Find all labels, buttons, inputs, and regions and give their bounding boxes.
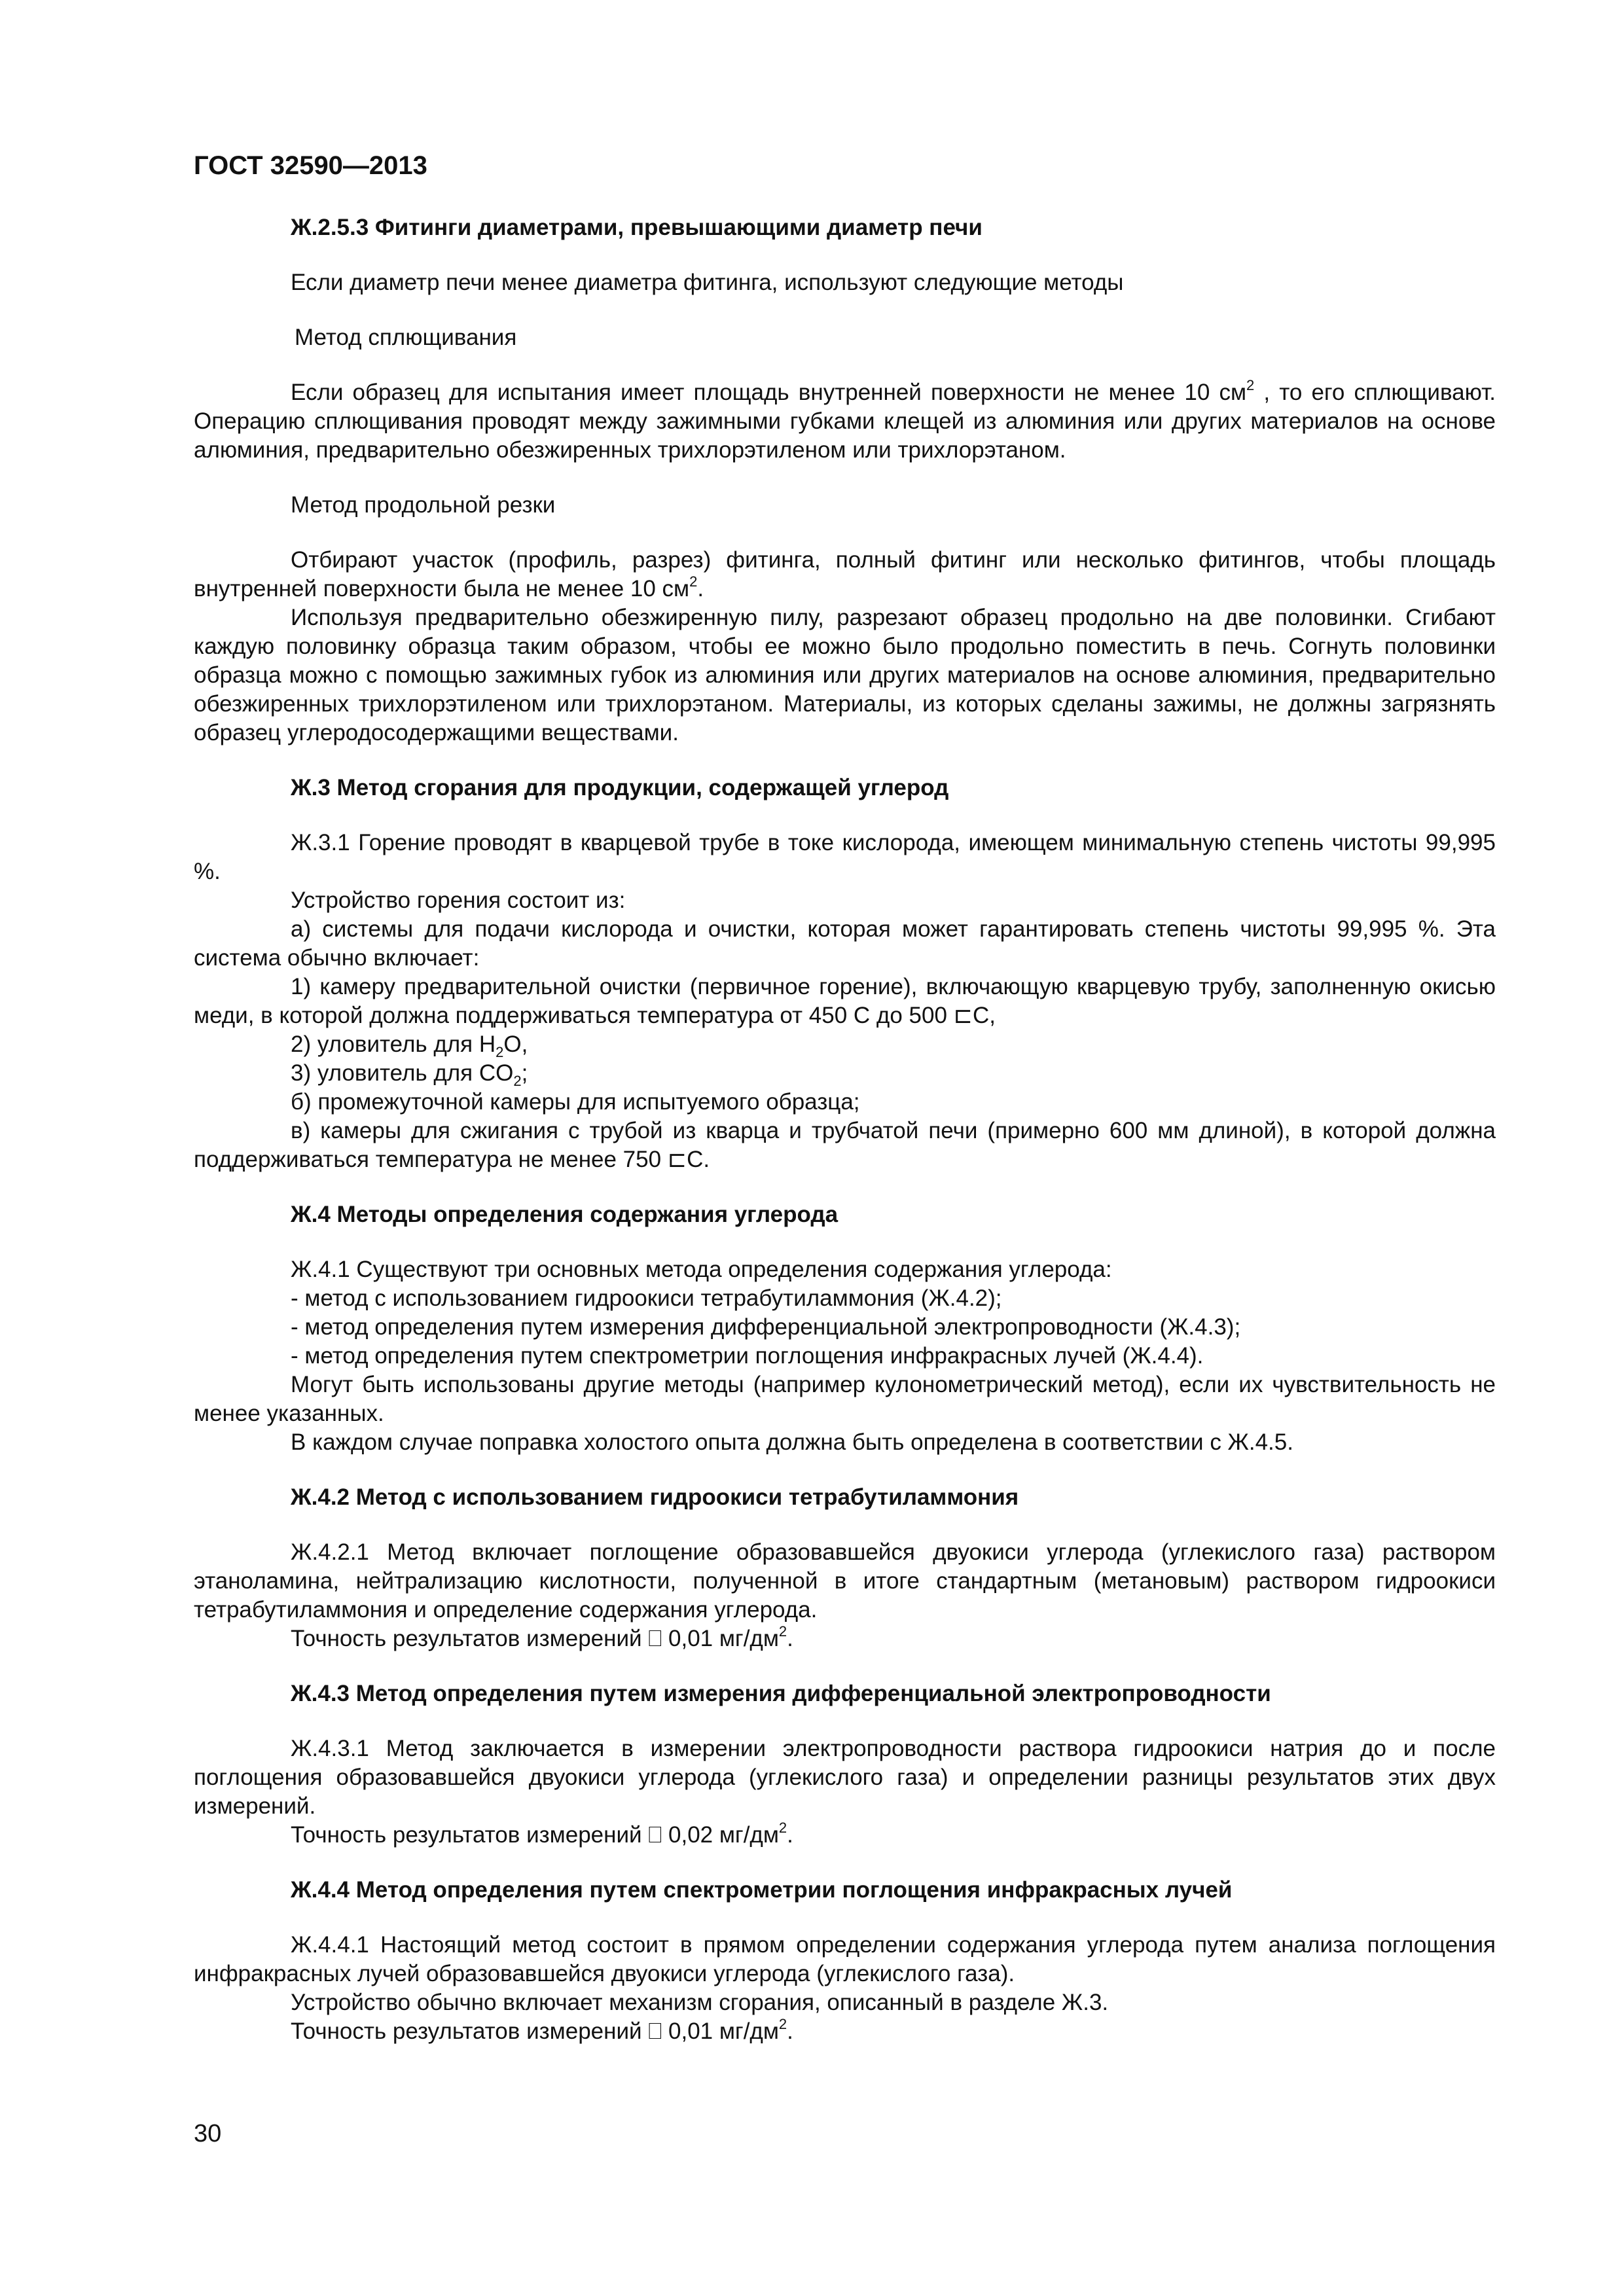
paragraph: Устройство обычно включает механизм сгорания, описанный в разделе Ж.3. (291, 1990, 1109, 2015)
standard-header: ГОСТ 32590—2013 (194, 151, 427, 180)
list-item: 3) уловитель для $CO_2$; (291, 1060, 528, 1089)
paragraph: Могут быть использованы другие методы (например кулонометрический метод), если их чувствительность не менее указанных. (194, 1372, 1496, 1426)
paragraph: Если образец для испытания имеет площадь внутренней поверхности не менее 10 $см^2$ , то его сплющивают. Операцию сплющивания проводят между зажимными губками клещей из алюминия или других материалов на основе алюминия, предварительно обезжиренных трихлорэтиленом или трихлорэтаном. (194, 377, 1496, 463)
section-heading-zh-3: Ж.3 Метод сгорания для продукции, содержащей углерод (291, 775, 949, 800)
paragraph: Используя предварительно обезжиренную пилу, разрезают образец продольно на две половинки. Сгибают каждую половинку образца таким образом, чтобы ее можно было продольно поместить в печь. Согнуть половинки образца можно с помощью зажимных губок из алюминия или других материалов на основе алюминия, предварительно обезжиренных трихлорэтиленом или трихлорэтаном. Материалы, из которых сделаны зажимы, не должны загрязнять образец углеродосодержащими веществами. (194, 605, 1496, 745)
list-item: а) системы для подачи кислорода и очистки, которая может гарантировать степень чистоты 99,995 %. Эта система обычно включает: (194, 916, 1496, 971)
section-heading-zh-4-4: Ж.4.4 Метод определения путем спектрометрии поглощения инфракрасных лучей (291, 1877, 1233, 1903)
accuracy-note: Точность результатов измерений ⎕ 0,01 $мг/дм^2$. (291, 2016, 793, 2044)
section-heading-zh-4: Ж.4 Методы определения содержания углерода (291, 1202, 839, 1227)
method-title: Метод продольной резки (291, 492, 556, 518)
list-item: б) промежуточной камеры для испытуемого образца; (291, 1089, 860, 1115)
list-item: в) камеры для сжигания с трубой из кварца и трубчатой печи (примерно 600 мм длиной), в которой должна поддерживаться температура не менее 750 ⊏С. (194, 1118, 1496, 1172)
paragraph: Отбирают участок (профиль, разрез) фитинга, полный фитинг или несколько фитингов, чтобы площадь внутренней поверхности была не менее 10 $см^2$. (194, 547, 1496, 601)
paragraph: В каждом случае поправка холостого опыта должна быть определена в соответствии с Ж.4.5. (291, 1429, 1293, 1455)
list-item: 1) камеру предварительной очистки (первичное горение), включающую кварцевую трубу, заполненную окисью меди, в которой должна поддерживаться температура от 450 С до 500 ⊏С, (194, 974, 1496, 1028)
list-item: 2) уловитель для $H_2O$, (291, 1031, 528, 1060)
paragraph: Ж.3.1 Горение проводят в кварцевой трубе в токе кислорода, имеющем минимальную степень чистоты 99,995 %. (194, 830, 1496, 884)
paragraph: Если диаметр печи менее диаметра фитинга, используют следующие методы (291, 270, 1124, 295)
method-title: Метод сплющивания (295, 325, 517, 350)
accuracy-note: Точность результатов измерений ⎕ 0,02 $мг/дм^2$. (291, 1820, 793, 1848)
paragraph: Ж.4.2.1 Метод включает поглощение образовавшейся двуокиси углерода (углекислого газа) раствором этаноламина, нейтрализацию кислотности, полученной в итоге стандартным (метановым) раствором гидроокиси тетрабутиламмония и определение содержания углерода. (194, 1539, 1496, 1623)
list-item: - метод с использованием гидроокиси тетрабутиламмония (Ж.4.2); (291, 1285, 1002, 1311)
paragraph: Ж.4.1 Существуют три основных метода определения содержания углерода: (291, 1257, 1112, 1282)
section-heading-zh-2-5-3: Ж.2.5.3 Фитинги диаметрами, превышающими диаметр печи (291, 215, 983, 240)
paragraph: Ж.4.3.1 Метод заключается в измерении электропроводности раствора гидроокиси натрия до и после поглощения образовавшейся двуокиси углерода (углекислого газа) и определении разницы результатов этих двух измерений. (194, 1736, 1496, 1819)
list-item: - метод определения путем измерения дифференциальной электропроводности (Ж.4.3); (291, 1314, 1241, 1340)
accuracy-note: Точность результатов измерений ⎕ 0,01 $мг/дм^2$. (291, 1623, 793, 1651)
paragraph: Устройство горения состоит из: (291, 888, 626, 913)
page-number: 30 (194, 2120, 222, 2147)
section-heading-zh-4-2: Ж.4.2 Метод с использованием гидроокиси тетрабутиламмония (291, 1484, 1019, 1510)
section-heading-zh-4-3: Ж.4.3 Метод определения путем измерения дифференциальной электропроводности (291, 1681, 1271, 1706)
paragraph: Ж.4.4.1 Настоящий метод состоит в прямом определении содержания углерода путем анализа поглощения инфракрасных лучей образовавшейся двуокиси углерода (углекислого газа). (194, 1932, 1496, 1986)
list-item: - метод определения путем спектрометрии поглощения инфракрасных лучей (Ж.4.4). (291, 1343, 1204, 1369)
page-content (194, 213, 1496, 2046)
